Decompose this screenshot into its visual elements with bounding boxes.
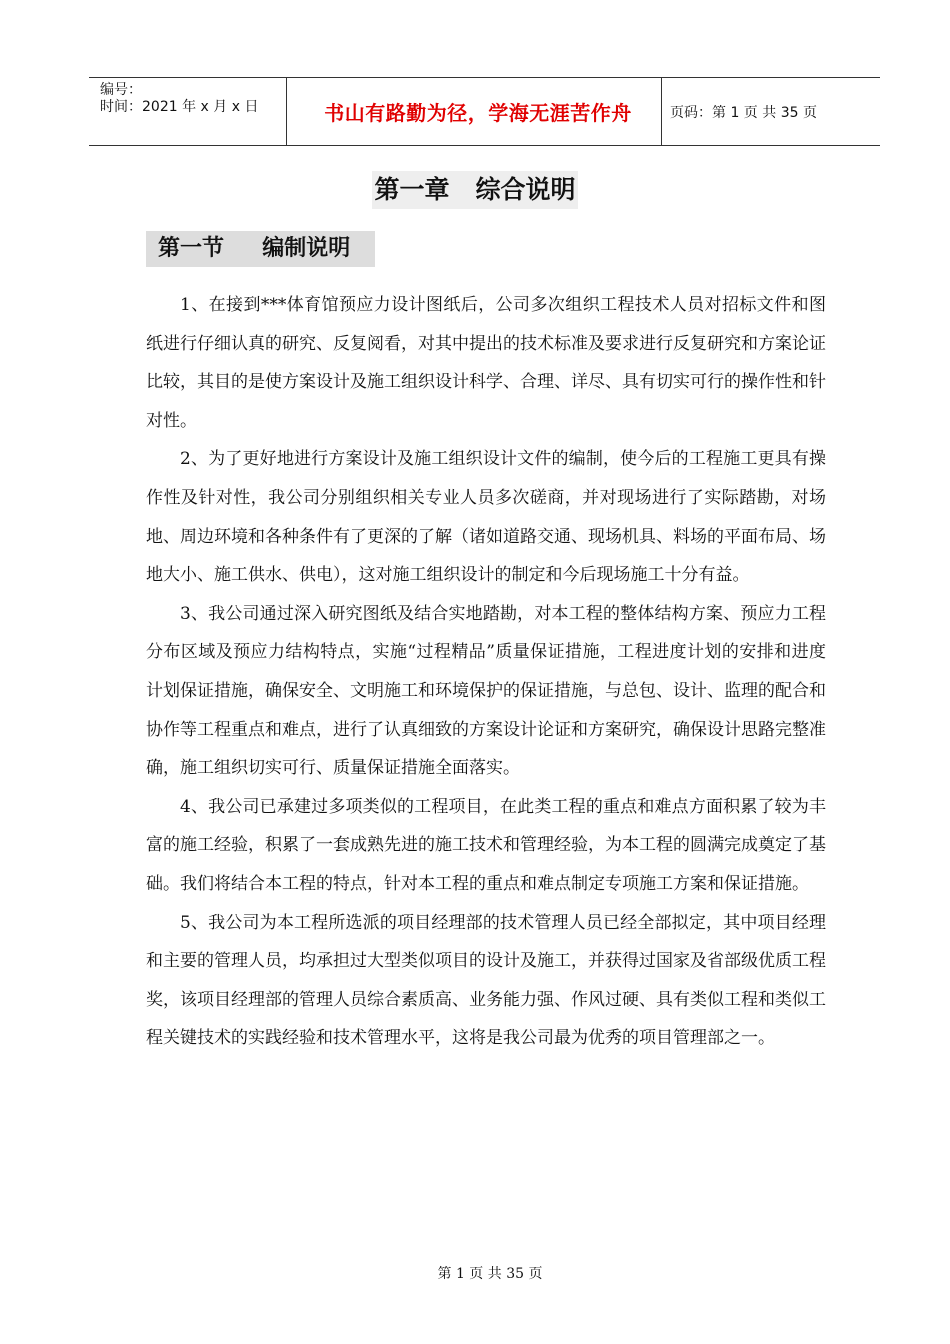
- section-title: 第一节 编制说明: [146, 231, 375, 267]
- paragraph-1: 1、在接到***体育馆预应力设计图纸后，公司多次组织工程技术人员对招标文件和图纸进行仔细认真的研究、反复阅看，对其中提出的技术标准及要求进行反复研究和方案论证比较，其目的是使方案设计及施工组织设计科学、合理、详尽、具有切实可行的操作性和针对性。: [146, 295, 826, 431]
- paragraph-4: 4、我公司已承建过多项类似的工程项目，在此类工程的重点和难点方面积累了较为丰富的施工经验，积累了一套成熟先进的施工技术和管理经验，为本工程的圆满完成奠定了基础。我们将结合本工程的特点，针对本工程的重点和难点制定专项施工方案和保证措施。: [146, 796, 826, 894]
- chapter-title: 第一章 综合说明: [372, 171, 577, 209]
- paragraph-2: 2、为了更好地进行方案设计及施工组织设计文件的编制，使今后的工程施工更具有操作性及针对性，我公司分别组织相关专业人员多次磋商，并对现场进行了实际踏勘，对场地、周边环境和各种条件有了更深的了解（诸如道路交通、现场机具、料场的平面布局、场地大小、施工供水、供电），这对施工组织设计的制定和今后现场施工十分有益。: [146, 449, 826, 586]
- document-body: [146, 286, 826, 1058]
- document-number-label: 编号：: [100, 82, 142, 98]
- header-motto: 书山有路勤为径，学海无涯苦作舟: [287, 78, 662, 145]
- header-page-number: 页码：第 1 页 共 35 页: [670, 104, 817, 121]
- paragraph-3: 3、我公司通过深入研究图纸及结合实地踏勘，对本工程的整体结构方案、预应力工程分布区域及预应力结构特点，实施“过程精品”质量保证措施，工程进度计划的安排和进度计划保证措施，确保安全、文明施工和环境保护的保证措施，与总包、设计、监理的配合和协作等工程重点和难点，进行了认真细致的方案设计论证和方案研究，确保设计思路完整准确，施工组织切实可行、质量保证措施全面落实。: [146, 603, 826, 779]
- page-header: [89, 77, 880, 146]
- header-meta: [89, 78, 287, 145]
- document-time-label: 时间：2021 年 x 月 x 日: [100, 99, 259, 115]
- paragraph-5: 5、我公司为本工程所选派的项目经理部的技术管理人员已经全部拟定，其中项目经理和主要的管理人员，均承担过大型类似项目的设计及施工，并获得过国家及省部级优质工程奖，该项目经理部的管理人员综合素质高、业务能力强、作风过硬、具有类似工程和类似工程关键技术的实践经验和技术管理水平，这将是我公司最为优秀的项目管理部之一。: [146, 912, 826, 1049]
- page-footer: 第 1 页 共 35 页: [437, 1266, 543, 1282]
- chapter-heading: [0, 171, 950, 209]
